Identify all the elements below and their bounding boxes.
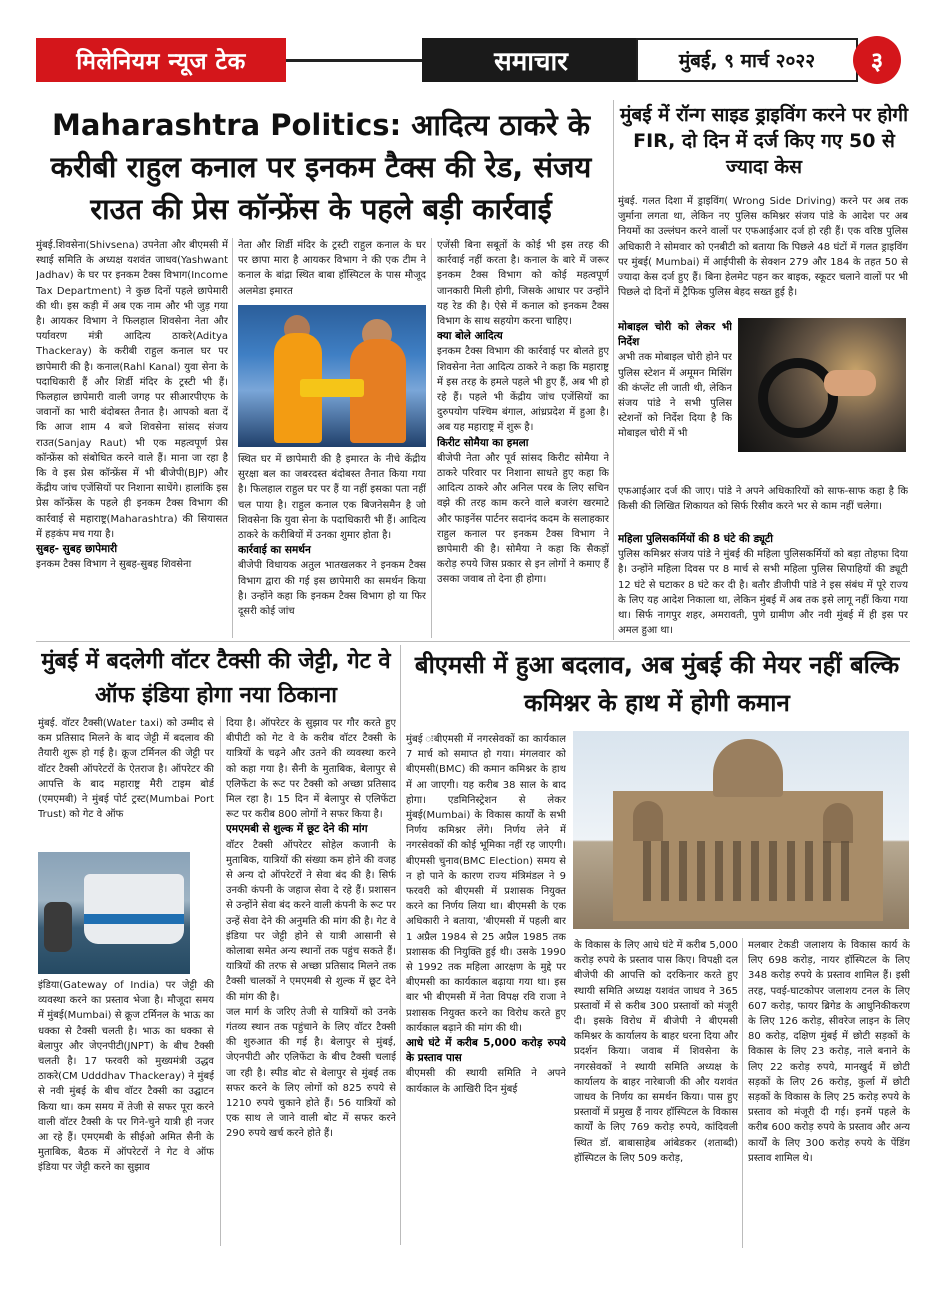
water-headline: मुंबई में बदलेगी वॉटर टैक्सी की जेट्टी, गेट वे ऑफ इंडिया होगा नया ठिकाना	[41, 649, 391, 708]
dateline: मुंबई, ९ मार्च २०२२	[636, 38, 858, 82]
main-col-3	[437, 238, 609, 638]
bmc-col-2	[574, 938, 738, 1248]
main-col2-tail: बीजेपी विधायक अतुल भातखलकर ने इनकम टैक्स विभाग द्वारा की गई इस छापेमारी का समर्थन किया है। उन्होंने कहा कि इनकम टैक्स विभाग हो या फिर दूसरी कोई जांच	[238, 560, 426, 618]
side-para1-text: मुंबई. गलत दिशा में ड्राइविंग( Wrong Side Driving) करने पर अब तक जुर्माना लगता था, लेकिन नए पुलिस कमिश्नर संजय पांडे के आदेश पर अब नियमों का उल्लंघन करने वालों पर एफआईआर दर्ज हो रही हैं। एक वरिष्ठ पुलिस अधिकारी ने सोमवार को एनबीटी को बताया कि पिछले 48 घंटों में गलत ड्राइविंग पर मुंबई( Mumbai) में आईपीसी के सेक्शन 279 और 184 के तहत 50 से ज्यादा केस दर्ज हुए हैं। बिना हेलमेट पहन कर बाइक, स्कूटर चलाने वालों पर भी पिछले दो दिनों में ट्रैफिक पुलिस बेहद सख्त हुई है।	[618, 196, 908, 299]
steering-wheel-icon	[738, 318, 906, 452]
section-rule	[36, 641, 910, 642]
side-para3-text: पुलिस कमिश्नर संजय पांडे ने मुंबई की महिला पुलिसकर्मियों को बड़ा तोहफा दिया है। उन्होंने महिला दिवस पर 8 मार्च से सभी महिला पुलिस सिपाहियों की ड्यूटी 12 घंटे से घटाकर 8 घंटे कर दी है। बतौर डीजीपी पांडे ने इस संबंध में पूरे राज्य के लिए यह आदेश निकाला था, लेकिन मुंबई में अब तक इसे लागू नहीं किया गया था। सिर्फ नागपुर शहर, अमरावती, पुणे ग्रामीण और नवी मुंबई में ही इस पर अमल हुआ था।	[618, 549, 908, 637]
bmc-col1-subhead: आधे घंटे में करीब 5,000 करोड़ रुपये के प्रस्ताव पास	[406, 1037, 566, 1065]
main-col1-text: मुंबई.शिवसेना(Shivsena) उपनेता और बीएमसी में स्थाई समिति के अध्यक्ष यशवंत जाधव(Yashwant Jadhav) के घर पर इनकम टैक्स विभाग(Income Tax Department) ने कुछ दिनों पहले छापेमारी की थी। इस कड़ी में अब एक नाम और भी जुड़ गया है। आयकर विभाग ने फिलहाल शिवसेना नेता और पर्यावरण मंत्री आदित्य ठाकरे(Aditya Thackeray) के करीबी राहुल कनाल घर पर छापेमारी की है। कनाल(Rahl Kanal) युवा सेना के पदाधिकारी हैं और शिर्डी मंदिर के ट्रस्टी भी हैं। फिलहाल छापेमारी वाली जगह पर सीआरपीएफ के जवानों का भारी बंदोबस्त तैनात है। आपको बता दें कि आज शाम 4 बजे शिवसेना सांसद संजय राउत(Sanjay Raut) भी एक महत्वपूर्ण प्रेस कॉन्फ्रेंस को संबोधित करने वाले हैं। माना जा रहा है कि वे इस प्रेस कॉन्फ्रेंस में भी बीजेपी(BJP) और केंद्रीय जांच एजेंसियों पर निशाना साधेंगे। हालांकि इस प्रेस कॉन्फ्रेंस के पहले ही इनकम टैक्स विभाग की कार्रवाई से महाराष्ट्र(Maharashtra) की सियासत में हड़कंप मच गया है।	[36, 240, 228, 540]
water-col-2	[226, 716, 396, 1246]
masthead-rule	[286, 59, 422, 62]
main-col3-text: एजेंसी बिना सबूतों के कोई भी इस तरह की कार्रवाई नहीं करता है। कनाल के बारे में जरूर इनकम टैक्स विभाग को कोई महत्वपूर्ण जानकारी मिली होगी, जिसके आधार पर उन्होंने यह रेड की है। ऐसे में कनाल को इनकम टैक्स विभाग के साथ सहयोग करना चाहिए।	[437, 240, 609, 328]
side-para-1	[618, 194, 908, 316]
column-rule	[431, 238, 432, 638]
main-col3-subhead-1: क्या बोले आदित्य	[437, 330, 503, 343]
main-col3-subhead-2: किरीट सोमैया का हमला	[437, 436, 529, 449]
water-col2-mid: वॉटर टैक्सी ऑपरेटर सोहेल कजानी के मुताबिक, यात्रियों की संख्या कम होने की वजह से अन्य दो ऑपरेटरों ने सेवा बंद की है। सिर्फ उनकी कंपनी के जहाज सेवा दे रहे हैं। प्रशासन से उन्होंने सेवा बंद करने वाली कंपनी के रूट पर उन्हें सेवा देने की अनुमति की मांग की है। गेट वे इंडिया पर जेट्टी होने से यात्री आसानी से कोलाबा समेत अन्य स्थानों तक पहुंच सकते हैं। यात्रियों की तरफ से अच्छा प्रतिसाद मिलने तक टैक्सी चालकों ने एमएमबी से शुल्क में छूट देने की मांग की है।	[226, 839, 396, 1003]
masthead	[36, 38, 910, 84]
main-col1-subhead: सुबह- सुबह छापेमारी	[36, 543, 118, 556]
water-col2-tail: जल मार्ग के जरिए तेजी से यात्रियों को उनके गंतव्य स्थान तक पहुंचाने के लिए वॉटर टैक्सी की शुरुआत की गई है। बेलापुर से मुंबई, जेएनपीटी और एलिफेंटा के बीच टैक्सी चलाई जा रही है। स्पीड बोट से बेलापुर से मुंबई तक सफर करने के लिए लोगों को 825 रुपये से 1210 रुपये चुकाने होते हैं। 56 यात्रियों को एक साथ ले जाने वाली बोट में सफर करने 290 रुपये खर्च करने होते हैं।	[226, 1006, 396, 1140]
water-col2-subhead: एमएमबी से शुल्क में छूट देने की मांग	[226, 823, 368, 836]
side-subhead-2: महिला पुलिसकर्मियों की 8 घंटे की ड्यूटी	[618, 533, 773, 545]
side-para-2	[618, 320, 732, 498]
main-col3-mid: इनकम टैक्स विभाग की कार्रवाई पर बोलते हुए शिवसेना नेता आदित्य ठाकरे ने कहा कि महाराष्ट्र में इस तरह के हमले पहले भी हुए हैं, अब भी हो रहे हैं। पहले भी केंद्रीय जांच एजेंसियों का दुरुपयोग पश्चिम बंगाल, आंध्रप्रदेश में हुआ है। अब यह महाराष्ट्र में शुरू है।	[437, 346, 609, 434]
column-rule	[400, 645, 401, 1245]
column-rule	[742, 938, 743, 1248]
side-headline: मुंबई में रॉन्ग साइड ड्राइविंग करने पर होगी FIR, दो दिन में दर्ज किए गए 50 से ज्यादा केस	[619, 104, 909, 178]
main-headline: Maharashtra Politics: आदित्य ठाकरे के करीबी राहुल कनाल पर इनकम टैक्स की रेड, संजय राउत की प्रेस कॉन्फ्रेंस के पहले बड़ी कार्रवाई	[50, 108, 592, 226]
column-rule	[220, 716, 221, 1246]
main-col2-subhead: कार्रवाई का समर्थन	[238, 544, 311, 557]
water-col-1-bottom	[38, 978, 214, 1248]
boat-icon	[38, 852, 190, 974]
water-col1-bottom-text: इंडिया(Gateway of India) पर जेट्टी की व्यवस्था करने का प्रस्ताव भेजा है। मौजूदा समय में मुंबई(Mumbai) से क्रूज टर्मिनल के भाऊ का धक्का से टैक्सी चलती है। भाऊ का धक्का से बेलापुर और जेएनपीटी(JNPT) के बीच टैक्सी चलती है। 17 फरवरी को मुख्यमंत्री उद्धव ठाकरे(CM Udddhav Thackeray) ने मुंबई से नवी मुंबई के बीच वॉटर टैक्सी का उद्घाटन किया था। कम समय में तेजी से सफर पूरा करने वाली वॉटर टैक्सी के पर गिने-चुने यात्री ही नजर आ रहे हैं। एमएमबी के सीईओ अमित सैनी के मुताबिक, बैठक में ऑपरेटरों ने गेट वे ऑफ इंडिया पर जेट्टी करने का सुझाव	[38, 980, 214, 1174]
water-col-1-top	[38, 716, 214, 848]
side-para-2-tail	[618, 484, 908, 530]
side-para-3	[618, 532, 908, 638]
column-rule	[232, 238, 233, 638]
main-col-1	[36, 238, 228, 638]
building-icon	[573, 731, 909, 929]
person-icon	[238, 305, 426, 447]
page-number: ३	[853, 36, 901, 84]
side-subhead-1: मोबाइल चोरी को लेकर भी निर्देश	[618, 321, 732, 349]
column-rule	[613, 100, 614, 640]
water-col1-top-text: मुंबई. वॉटर टैक्सी(Water taxi) को उम्मीद से कम प्रतिसाद मिलने के बाद जेट्टी में बदलाव की तैयारी शुरू हो गई है। क्रूज टर्मिनल की जेट्टी पर वॉटर टैक्सी ऑपरेटरों के ऐतराज है। ऑपरेटर की आपत्ति के बाद महाराष्ट्र मैरी टाइम बोर्ड (एमएमबी) ने मुंबई पोर्ट ट्रस्ट(Mumbai Port Trust) को गेट वे ऑफ	[38, 718, 214, 821]
section-label: समाचार	[422, 38, 640, 82]
bmc-col1-tail: बीएमसी की स्थायी समिति ने अपने कार्यकाल के आखिरी दिन मुंबई	[406, 1068, 566, 1095]
main-col2-top-text: नेता और शिर्डी मंदिर के ट्रस्टी राहुल कनाल के घर पर छापा मारा है आयकर विभाग ने की एक टीम ने कनाल के बांद्रा स्थित बाबा हॉस्पिटल के पास मौजूद अलमेडा इमारत	[238, 240, 426, 297]
water-col2-top-text: दिया है। ऑपरेटर के सुझाव पर गौर करते हुए बीपीटी को गेट वे के करीब वॉटर टैक्सी के यात्रियों के चढ़ने और उतने की व्यवस्था करने को कहा गया है। सैनी के मुताबिक, बेलापुर से एलिफेंटा के रूट पर टैक्सी को अच्छा प्रतिसाद मिल रहा है। 15 दिन में बेलापुर से एलिफेंटा रूट पर करीब 800 लोगों ने सफर किया है।	[226, 718, 396, 821]
paper-name: मिलेनियम न्यूज टेक	[36, 38, 286, 82]
side-para2-tail: एफआईआर दर्ज की जाए। पांडे ने अपने अधिकारियों को साफ-साफ कहा है कि किसी की लिखित शिकायत को सिर्फ रिसीव करने भर से काम नहीं चलेगा।	[618, 486, 908, 513]
bmc-col2-text: के विकास के लिए आधे घंटे में करीब 5,000 करोड़ रुपये के प्रस्ताव पास किए। विपक्षी दल बीजेपी की आपत्ति को दरकिनार करते हुए स्थायी समिति अध्यक्ष यशवंत जाधव ने 365 प्रस्तावों में से करीब 300 प्रस्तावों को मंजूरी दी। इसके विरोध में बीजेपी ने बीएमसी कमिश्नर के कार्यालय के बाहर धरना दिया और प्रदर्शन किया। जवाब में शिवसेना के नगरसेवकों ने स्थायी समिति अध्यक्ष के कार्यालय के बाहर नारेबाजी की और यशवंत जाधव के निर्णय का समर्थन किया। पास हुए प्रस्तावों में प्रमुख हैं नायर हॉस्पिटल के विकास कार्यों के लिए 769 करोड़ रुपये, कांदिवली स्थित डॉ. बाबासाहेब आंबेडकर (शताब्दी) हॉस्पिटल के लिए 509 करोड़,	[574, 940, 738, 1164]
bmc-col-1	[406, 732, 566, 1248]
bmc-col3-text: मलबार टेकडी जलाशय के विकास कार्य के लिए 698 करोड़, नायर हॉस्पिटल के लिए 348 करोड़ रुपये के प्रस्ताव शामिल हैं। इसी तरह, पवई-घाटकोपर जलाशय टनल के लिए 607 करोड़, फायर ब्रिगेड के आधुनिकीकरण के लिए 126 करोड़, सीवरेज लाइन के लिए 80 करोड़, दक्षिण मुंबई में छोटी सड़कों के विकास के लिए 23 करोड़, नाले बनाने के लिए 22 करोड़ रुपये, मानखुर्द में छोटी सड़कों के लिए 26 करोड़, कुर्ला में छोटी सड़कों के विकास के लिए 25 करोड़ रुपये के प्रस्ताव को मंजूरी दी गई। इनमें पहले के करीब 600 करोड़ रुपये के प्रस्ताव और अन्य कार्यों के लिए 300 करोड़ रुपये के पेंडिंग प्रस्ताव शामिल थे।	[748, 940, 910, 1164]
main-col2-bottom-text: स्थित घर में छापेमारी की है इमारत के नीचे केंद्रीय सुरक्षा बल का जबरदस्त बंदोबस्त तैनात किया गया है। फिलहाल राहुल घर पर हैं या नहीं इसका पता नहीं चल पाया है। राहुल कनाल एक बिजनेसमैन है जो शिवसेना कि युवा सेना के पदाधिकारी भी हैं। आदित्य ठाकरे के करीबियों में उनका शुमार होता है।	[238, 454, 426, 542]
main-col-2-bottom	[238, 452, 426, 638]
side-para2-text: अभी तक मोबाइल चोरी होने पर पुलिस स्टेशन में अमूमन मिसिंग की कंप्लेंट ली जाती थी, लेकिन संजय पांडे ने सभी पुलिस स्टेशनों को निर्देश दिया है कि मोबाइल चोरी में भी	[618, 352, 732, 440]
bmc-headline: बीएमसी में हुआ बदलाव, अब मुंबई की मेयर नहीं बल्कि कमिश्नर के हाथ में होगी कमान	[414, 651, 900, 717]
main-col-2-top	[238, 238, 426, 302]
main-col3-tail: बीजेपी नेता और पूर्व सांसद किरीट सोमैया ने ठाकरे परिवार पर निशाना साधते हुए कहा कि आदित्य ठाकरे और अनिल परब के लिए सचिन वझे की तरह काम करने वाले बजरंग खरमाटे और फाइनेंस पार्टनर सदानंद कदम के सलाहकार राहुल कनाल पर इनकम टैक्स विभाग ने छापेमारी की है। सोमैया ने कहा कि सैकड़ों करोड़ रुपये जिस प्रकार से इन लोगों ने कमाए हैं उसका जवाब तो देना ही होगा।	[437, 452, 609, 586]
main-col1-tail: इनकम टैक्स विभाग ने सुबह-सुबह शिवसेना	[36, 559, 192, 571]
bmc-col1-text: मुंबई ःबीएमसी में नगरसेवकों का कार्यकाल 7 मार्च को समाप्त हो गया। मंगलवार को बीएमसी(BMC) की कमान कमिश्नर के हाथ में आ जाएगी। यह करीब 38 साल के बाद होगा। एडमिनिस्ट्रेशन से लेकर मुंबई(Mumbai) के विकास कार्यों के सभी निर्णय कमिश्नर लेंगे। निर्णय लेने में नगरसेवकों की कोई भूमिका नहीं रह जाएगी। बीएमसी चुनाव(BMC Election) समय से न हो पाने के कारण राज्य मंत्रिमंडल ने 9 फरवरी को बीएमसी में प्रशासक नियुक्त करने का निर्णय लिया था। बीएमसी के एक अधिकारी ने बताया, 'बीएमसी में पहली बार 1 अप्रैल 1984 से 25 अप्रैल 1985 तक प्रशासक की नियुक्ति हुई थी। उसके 1990 से 1992 तक महिला आरक्षण के मुद्दे पर बीएमसी का कार्यकाल बढ़ाया गया था। इस बार भी बीएमसी में नेता विपक्ष रवि राजा ने प्रशासक नियुक्त करने का विरोध करते हुए कार्यकाल बढ़ाने की मांग की थी।	[406, 734, 566, 1034]
bmc-col-3	[748, 938, 910, 1248]
